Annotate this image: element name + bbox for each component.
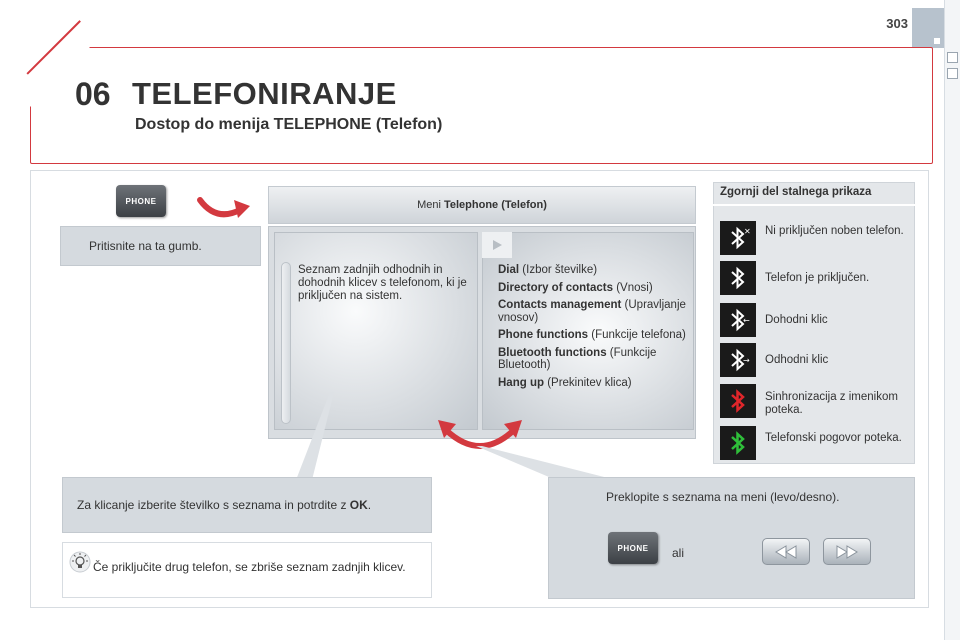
bluetooth-icon [720, 261, 756, 295]
menu-item-bluetooth-functions[interactable]: Bluetooth functions (Funkcije Bluetooth) [498, 346, 657, 371]
bluetooth-incoming-call-icon [720, 303, 756, 337]
pointer-left [296, 392, 336, 480]
page-subtitle: Dostop do menija TELEPHONE (Telefon) [135, 116, 443, 133]
status-separator [713, 204, 915, 206]
play-icon [482, 232, 512, 258]
bluetooth-disconnected-icon [720, 221, 756, 255]
status-title: Zgornji del stalnega prikaza [720, 186, 872, 198]
page-title: TELEFONIRANJE [132, 76, 397, 111]
screen-header-title: Telephone (Telefon) [443, 199, 547, 211]
menu-item-directory[interactable]: Directory of contacts (Vnosi) [498, 281, 653, 294]
corner-tab [912, 8, 944, 48]
chapter-number: 06 [75, 76, 111, 112]
status-text-no-phone: Ni priključen noben telefon. [765, 225, 904, 237]
status-text-call-active: Telefonski pogovor poteka. [765, 432, 902, 444]
bluetooth-call-active-icon [720, 426, 756, 460]
scrollbar[interactable] [281, 262, 291, 424]
menu-list [498, 264, 688, 394]
screen-header-prefix: Meni [417, 199, 441, 211]
press-hint-text: Pritisnite na ta gumb. [89, 239, 202, 253]
switch-instruction-text: Preklopite s seznama na meni (levo/desno). [606, 490, 840, 504]
menu-item-dial[interactable]: Dial (Izbor številke) [498, 264, 598, 276]
or-text: ali [672, 546, 685, 560]
margin-box [947, 68, 958, 79]
svg-text:→: → [743, 356, 750, 365]
fast-forward-button[interactable] [823, 538, 871, 565]
screen-menu-header [268, 186, 696, 224]
dial-instruction-box [62, 477, 432, 533]
margin-box [947, 52, 958, 63]
bluetooth-outgoing-call-icon [720, 343, 756, 377]
red-arrow-icon [196, 188, 252, 222]
recent-calls-text: Seznam zadnjih odhodnih in dohodnih klicev s telefonom, ki je priključen na sistem. [298, 264, 467, 302]
right-margin-strip [944, 0, 960, 640]
fast-forward-icon [835, 545, 859, 559]
bluetooth-sync-icon [720, 384, 756, 418]
note-text: Če priključite drug telefon, se zbriše seznam zadnjih klicev. [93, 560, 406, 574]
note-box [62, 542, 432, 598]
svg-text:←: ← [743, 316, 750, 325]
pointer-right [476, 446, 616, 480]
press-hint-box [60, 226, 261, 266]
status-text-connected: Telefon je priključen. [765, 272, 870, 284]
rewind-button[interactable] [762, 538, 810, 565]
status-text-outgoing: Odhodni klic [765, 354, 829, 366]
menu-item-hang-up[interactable]: Hang up (Prekinitev klica) [498, 376, 632, 389]
page-number: 303 [886, 16, 908, 31]
phone-button[interactable]: PHONE [116, 185, 166, 217]
status-text-incoming: Dohodni klic [765, 314, 828, 326]
menu-item-phone-functions[interactable]: Phone functions (Funkcije telefona) [498, 329, 686, 341]
phone-button-2[interactable]: PHONE [608, 532, 658, 564]
svg-text:✕: ✕ [744, 227, 751, 236]
rewind-icon [774, 545, 798, 559]
menu-item-contacts-management[interactable]: Contacts management (Upravljanje vnosov) [498, 299, 686, 324]
dial-instruction-text: Za klicanje izberite številko s seznama in potrdite z OK. [77, 498, 372, 512]
status-text-sync: Sinhronizacija z imenikom poteka. [765, 391, 898, 416]
lightbulb-icon [69, 551, 91, 573]
